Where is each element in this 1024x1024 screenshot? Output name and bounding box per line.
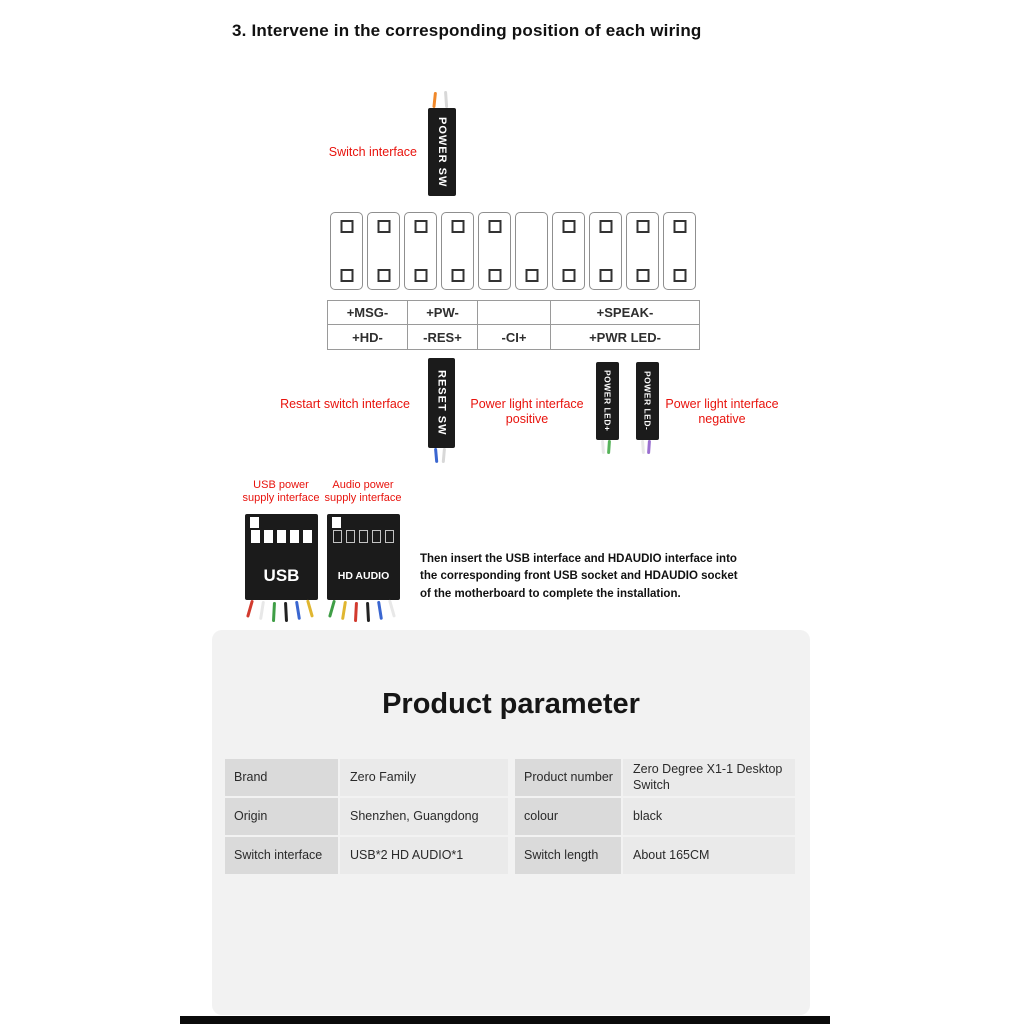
- pin-square: [562, 269, 575, 282]
- pin-label-cell: +HD-: [328, 325, 408, 349]
- wire: [259, 601, 264, 620]
- spec-value: About 165CM: [623, 837, 795, 874]
- pin-square: [359, 530, 368, 543]
- reset-sw-connector: [428, 358, 455, 448]
- spec-table-right: [515, 759, 795, 876]
- pin-header-cell: [404, 212, 437, 290]
- pin-square: [251, 530, 260, 543]
- restart-switch-label: Restart switch interface: [280, 397, 410, 411]
- hd-audio-connector-label: HD AUDIO: [337, 570, 390, 582]
- spec-row: [225, 837, 508, 874]
- pin-label-table: [327, 300, 700, 350]
- pin-square: [636, 220, 649, 233]
- wire: [432, 92, 436, 108]
- pin-header-cell: [552, 212, 585, 290]
- pin-square: [377, 220, 390, 233]
- wire: [434, 448, 438, 463]
- spec-row: [515, 798, 795, 835]
- pin-square: [333, 530, 342, 543]
- spec-key: Switch interface: [225, 837, 338, 874]
- pin-square: [673, 269, 686, 282]
- wire: [601, 440, 604, 454]
- pin-header-cell-keyed: [515, 212, 548, 290]
- pin-header-cell: [367, 212, 400, 290]
- wire: [444, 91, 448, 108]
- pin-square: [599, 269, 612, 282]
- wire: [246, 600, 253, 618]
- pin-square: [372, 530, 381, 543]
- pin-square: [332, 517, 341, 528]
- power-led-plus-connector: [596, 362, 619, 440]
- wire: [366, 602, 370, 622]
- pin-square: [451, 269, 464, 282]
- product-parameter-card: [212, 630, 810, 1015]
- power-led-plus-label: POWER LED+: [602, 370, 613, 432]
- pin-square: [250, 517, 259, 528]
- spec-value: USB*2 HD AUDIO*1: [340, 837, 508, 874]
- pin-header-cell: [441, 212, 474, 290]
- pin-square: [346, 530, 355, 543]
- pin-label-cell: [478, 301, 551, 325]
- wire: [647, 440, 650, 454]
- spec-key: Product number: [515, 759, 621, 796]
- pin-square: [340, 220, 353, 233]
- wire: [442, 448, 446, 463]
- pin-label-cell: +SPEAK-: [551, 301, 699, 325]
- power-sw-label: POWER SW: [436, 116, 448, 188]
- spec-value: Shenzhen, Guangdong: [340, 798, 508, 835]
- pin-label-cell: +PW-: [408, 301, 478, 325]
- spec-value: black: [623, 798, 795, 835]
- wire: [306, 600, 313, 618]
- pin-square: [636, 269, 649, 282]
- audio-power-label: Audio power supply interface: [324, 479, 402, 504]
- power-light-negative-label: Power light interface negative: [665, 397, 779, 426]
- pin-square: [451, 220, 464, 233]
- reset-sw-label: RESET SW: [435, 370, 448, 436]
- hd-audio-connector: [327, 514, 400, 600]
- spec-row: [515, 837, 795, 874]
- pin-header: [330, 212, 696, 290]
- pin-label-cell: -RES+: [408, 325, 478, 349]
- pin-square: [525, 269, 538, 282]
- spec-row: [515, 759, 795, 796]
- spec-value: Zero Degree X1-1 Desktop Switch: [623, 759, 795, 796]
- pin-square: [277, 530, 286, 543]
- product-parameter-title: Product parameter: [382, 688, 640, 720]
- spec-row: [225, 759, 508, 796]
- wire: [295, 601, 300, 620]
- wire: [354, 602, 358, 622]
- pin-square: [414, 269, 427, 282]
- pin-square: [385, 530, 394, 543]
- pin-label-cell: +MSG-: [328, 301, 408, 325]
- pin-header-cell: [589, 212, 622, 290]
- pin-header-cell: [663, 212, 696, 290]
- usb-power-label: USB power supply interface: [242, 479, 320, 504]
- pin-header-cell: [478, 212, 511, 290]
- wire: [328, 600, 335, 618]
- power-led-minus-label: POWER LED-: [642, 371, 653, 431]
- spec-key: Switch length: [515, 837, 621, 874]
- wire: [284, 602, 288, 622]
- power-sw-connector: [428, 108, 456, 196]
- wire: [641, 440, 644, 454]
- pin-square: [488, 269, 501, 282]
- wire: [341, 601, 346, 620]
- switch-interface-label: Switch interface: [328, 145, 417, 159]
- spec-key: colour: [515, 798, 621, 835]
- usb-connector-label: USB: [263, 566, 300, 585]
- pin-square: [377, 269, 390, 282]
- page-title: 3. Intervene in the corresponding position of each wiring: [232, 21, 702, 40]
- spec-key: Origin: [225, 798, 338, 835]
- power-led-minus-connector: [636, 362, 659, 440]
- pin-square: [599, 220, 612, 233]
- usb-connector: [245, 514, 318, 600]
- usb-pin-row: [251, 530, 312, 543]
- pin-square: [562, 220, 575, 233]
- instruction-text: Then insert the USB interface and HDAUDIO interface into the corresponding front USB socket and HDAUDIO socket of the motherboard to complete the installation.: [420, 553, 738, 600]
- pin-header-cell: [330, 212, 363, 290]
- pin-header-cell: [626, 212, 659, 290]
- pin-label-cell: -CI+: [478, 325, 551, 349]
- pin-square: [414, 220, 427, 233]
- wire: [272, 602, 276, 622]
- spec-row: [225, 798, 508, 835]
- hd-audio-pin-row: [333, 530, 394, 543]
- spec-value: Zero Family: [340, 759, 508, 796]
- power-light-positive-label: Power light interface positive: [470, 397, 584, 426]
- pin-square: [673, 220, 686, 233]
- spec-table-left: [225, 759, 508, 876]
- pin-square: [488, 220, 501, 233]
- section-divider-bar: [180, 1016, 830, 1024]
- pin-square: [264, 530, 273, 543]
- wire: [377, 601, 382, 620]
- pin-square: [290, 530, 299, 543]
- wire: [388, 600, 395, 618]
- pin-label-cell: +PWR LED-: [589, 329, 661, 345]
- pin-square: [303, 530, 312, 543]
- pin-square: [340, 269, 353, 282]
- wire: [607, 440, 610, 454]
- spec-key: Brand: [225, 759, 338, 796]
